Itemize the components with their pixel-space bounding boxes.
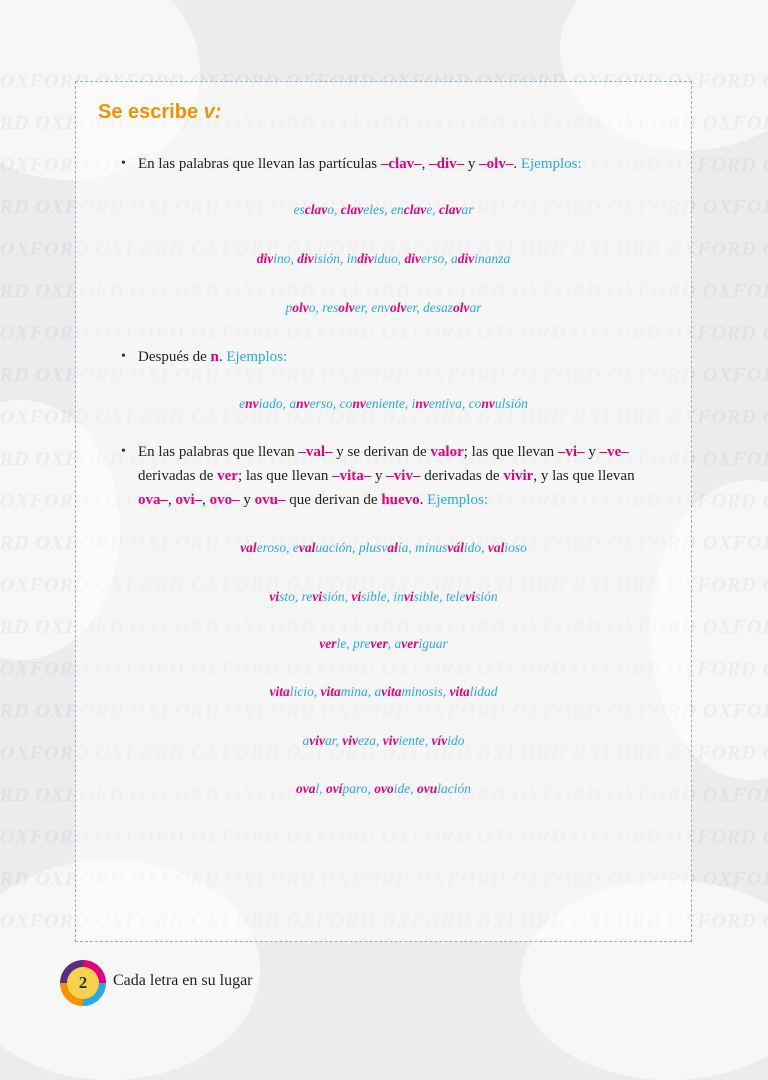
- keyword-highlight: vita: [320, 684, 341, 699]
- text-run: licio,: [289, 684, 321, 699]
- heading-lead: Se escribe: [98, 101, 204, 123]
- example-line: [75, 540, 692, 556]
- keyword-highlight: nv: [481, 396, 495, 411]
- text-run: sible, in: [361, 589, 404, 604]
- keyword-highlight: ova–: [138, 492, 168, 508]
- text-run: ar: [469, 300, 482, 315]
- bullet-dot-icon: •: [121, 444, 126, 459]
- text-run: ,: [202, 492, 210, 508]
- text-run: En las palabras que llevan las partículas: [138, 156, 381, 172]
- text-run: eroso, e: [256, 540, 299, 555]
- heading-letter: v:: [203, 101, 222, 123]
- keyword-highlight: div: [457, 251, 475, 266]
- example-line: [75, 251, 692, 267]
- text-run: erso, co: [309, 396, 353, 411]
- text-run: uación, plusv: [315, 540, 388, 555]
- text-run: ino,: [273, 251, 298, 266]
- text-run: ar,: [324, 733, 343, 748]
- text-run: ioso: [504, 540, 527, 555]
- text-run: e,: [426, 202, 439, 217]
- keyword-highlight: valor: [430, 444, 464, 460]
- keyword-highlight: div: [297, 251, 314, 266]
- examples-label: Ejemplos:: [520, 156, 582, 172]
- bullet-clav-div-olv: [121, 152, 668, 176]
- keyword-highlight: clav: [438, 202, 462, 217]
- keyword-highlight: val: [298, 540, 316, 555]
- text-run: sión,: [322, 589, 352, 604]
- keyword-highlight: vita: [449, 684, 470, 699]
- example-line: [75, 733, 692, 749]
- keyword-highlight: vív: [431, 733, 448, 748]
- text-run: sto, re: [279, 589, 313, 604]
- keyword-highlight: olv: [389, 300, 407, 315]
- keyword-highlight: val: [240, 540, 257, 555]
- text-run: ar: [461, 202, 474, 217]
- keyword-highlight: vi: [269, 589, 280, 604]
- keyword-highlight: –val–: [298, 444, 333, 460]
- example-line: [75, 636, 692, 652]
- text-run: .: [218, 349, 227, 365]
- text-run: .: [419, 492, 428, 508]
- keyword-highlight: clav: [304, 202, 328, 217]
- text-run: eza,: [358, 733, 383, 748]
- keyword-highlight: nv: [296, 396, 310, 411]
- text-run: iente,: [398, 733, 432, 748]
- keyword-highlight: vál: [447, 540, 464, 555]
- text-run: Después de: [138, 349, 211, 365]
- keyword-highlight: oví: [326, 781, 343, 796]
- text-run: le, pre: [336, 636, 371, 651]
- text-run: lación: [437, 781, 472, 796]
- text-run: eniente, i: [365, 396, 416, 411]
- keyword-highlight: –div–: [429, 156, 465, 172]
- text-run: iduo,: [373, 251, 405, 266]
- keyword-highlight: –vita–: [332, 468, 372, 484]
- keyword-highlight: olv: [338, 300, 355, 315]
- keyword-highlight: –vi–: [557, 444, 585, 460]
- bullet-after-n: [121, 345, 668, 369]
- book-title: Cada letra en su lugar: [113, 972, 253, 989]
- keyword-highlight: –viv–: [386, 468, 421, 484]
- text-run: eles, en: [363, 202, 404, 217]
- text-run: lidad: [469, 684, 498, 699]
- bullet-text: [138, 156, 582, 172]
- keyword-highlight: vi: [465, 589, 476, 604]
- keyword-highlight: ova: [295, 781, 316, 796]
- text-run: iguar: [418, 636, 448, 651]
- text-run: a: [302, 733, 310, 748]
- text-run: er, env: [354, 300, 390, 315]
- text-run: ,: [168, 492, 176, 508]
- keyword-highlight: olv: [452, 300, 470, 315]
- page-heading: [98, 101, 221, 124]
- text-run: ulsión: [494, 396, 528, 411]
- keyword-highlight: vi: [351, 589, 362, 604]
- examples-label: Ejemplos:: [427, 492, 488, 508]
- bullet-text: [138, 444, 635, 508]
- text-run: o,: [327, 202, 341, 217]
- keyword-highlight: n: [210, 349, 219, 365]
- text-run: ,: [421, 156, 430, 172]
- text-run: p: [285, 300, 293, 315]
- keyword-highlight: clav: [340, 202, 364, 217]
- text-run: y se derivan de: [332, 444, 431, 460]
- page-number: 2: [67, 967, 99, 999]
- text-run: o, res: [308, 300, 339, 315]
- keyword-highlight: ver: [217, 468, 238, 484]
- page-number-badge: [60, 960, 106, 1006]
- text-run: mina, a: [340, 684, 382, 699]
- text-run: entiva, co: [428, 396, 482, 411]
- text-run: ido,: [463, 540, 488, 555]
- text-run: ía, minus: [397, 540, 448, 555]
- keyword-highlight: huevo: [381, 492, 420, 508]
- keyword-highlight: viv: [309, 733, 325, 748]
- keyword-highlight: nv: [415, 396, 429, 411]
- example-line: [75, 300, 692, 316]
- keyword-highlight: ver: [319, 636, 337, 651]
- text-run: sión: [475, 589, 498, 604]
- example-line: [75, 781, 692, 797]
- bullet-val-vi-vita-ova: [121, 440, 668, 512]
- keyword-highlight: viv: [382, 733, 399, 748]
- keyword-highlight: vita: [269, 684, 290, 699]
- text-run: En las palabras que llevan: [138, 444, 299, 460]
- bullet-dot-icon: •: [121, 156, 126, 171]
- text-run: derivadas de: [420, 468, 504, 484]
- text-run: paro,: [342, 781, 375, 796]
- text-run: y: [239, 492, 255, 508]
- example-line: [75, 589, 692, 605]
- keyword-highlight: ovu: [417, 781, 438, 796]
- text-run: sible, tele: [413, 589, 466, 604]
- keyword-highlight: –olv–: [479, 156, 514, 172]
- keyword-highlight: vivir: [503, 468, 534, 484]
- text-run: , a: [387, 636, 402, 651]
- example-line: [75, 396, 692, 412]
- keyword-highlight: –ve–: [599, 444, 629, 460]
- keyword-highlight: ovo–: [209, 492, 240, 508]
- keyword-highlight: viv: [342, 733, 358, 748]
- text-run: derivadas de: [138, 468, 218, 484]
- keyword-highlight: val: [487, 540, 505, 555]
- text-run: .: [513, 156, 521, 172]
- keyword-highlight: ovo: [374, 781, 394, 796]
- keyword-highlight: vi: [403, 589, 414, 604]
- text-run: e: [239, 396, 246, 411]
- text-run: ide,: [393, 781, 418, 796]
- text-run: , y las que llevan: [533, 468, 635, 484]
- text-run: l,: [315, 781, 326, 796]
- text-run: es: [293, 202, 305, 217]
- example-line: [75, 684, 692, 700]
- bullet-dot-icon: •: [121, 349, 126, 364]
- keyword-highlight: ovu–: [254, 492, 286, 508]
- text-run: inanza: [474, 251, 511, 266]
- keyword-highlight: div: [256, 251, 274, 266]
- keyword-highlight: vita: [381, 684, 402, 699]
- keyword-highlight: al: [387, 540, 398, 555]
- keyword-highlight: nv: [352, 396, 366, 411]
- text-run: ; las que llevan: [463, 444, 558, 460]
- text-run: iado, a: [258, 396, 297, 411]
- text-run: y: [584, 444, 600, 460]
- keyword-highlight: ver: [370, 636, 388, 651]
- page-footer: [60, 960, 460, 1008]
- bullet-text: [138, 349, 287, 365]
- keyword-highlight: div: [404, 251, 422, 266]
- keyword-highlight: ovi–: [175, 492, 203, 508]
- keyword-highlight: ver: [401, 636, 419, 651]
- keyword-highlight: nv: [245, 396, 259, 411]
- text-run: y: [371, 468, 387, 484]
- text-run: ido: [447, 733, 465, 748]
- text-run: que derivan de: [285, 492, 382, 508]
- keyword-highlight: clav: [403, 202, 427, 217]
- text-run: ; las que llevan: [237, 468, 333, 484]
- keyword-highlight: olv: [292, 300, 309, 315]
- text-run: minosis,: [401, 684, 450, 699]
- text-run: y: [464, 156, 480, 172]
- keyword-highlight: –clav–: [380, 156, 422, 172]
- text-run: erso, a: [421, 251, 458, 266]
- keyword-highlight: div: [357, 251, 374, 266]
- examples-label: Ejemplos:: [226, 349, 288, 365]
- example-line: [75, 202, 692, 218]
- text-run: isión, in: [313, 251, 358, 266]
- keyword-highlight: vi: [312, 589, 323, 604]
- text-run: er, desaz: [406, 300, 453, 315]
